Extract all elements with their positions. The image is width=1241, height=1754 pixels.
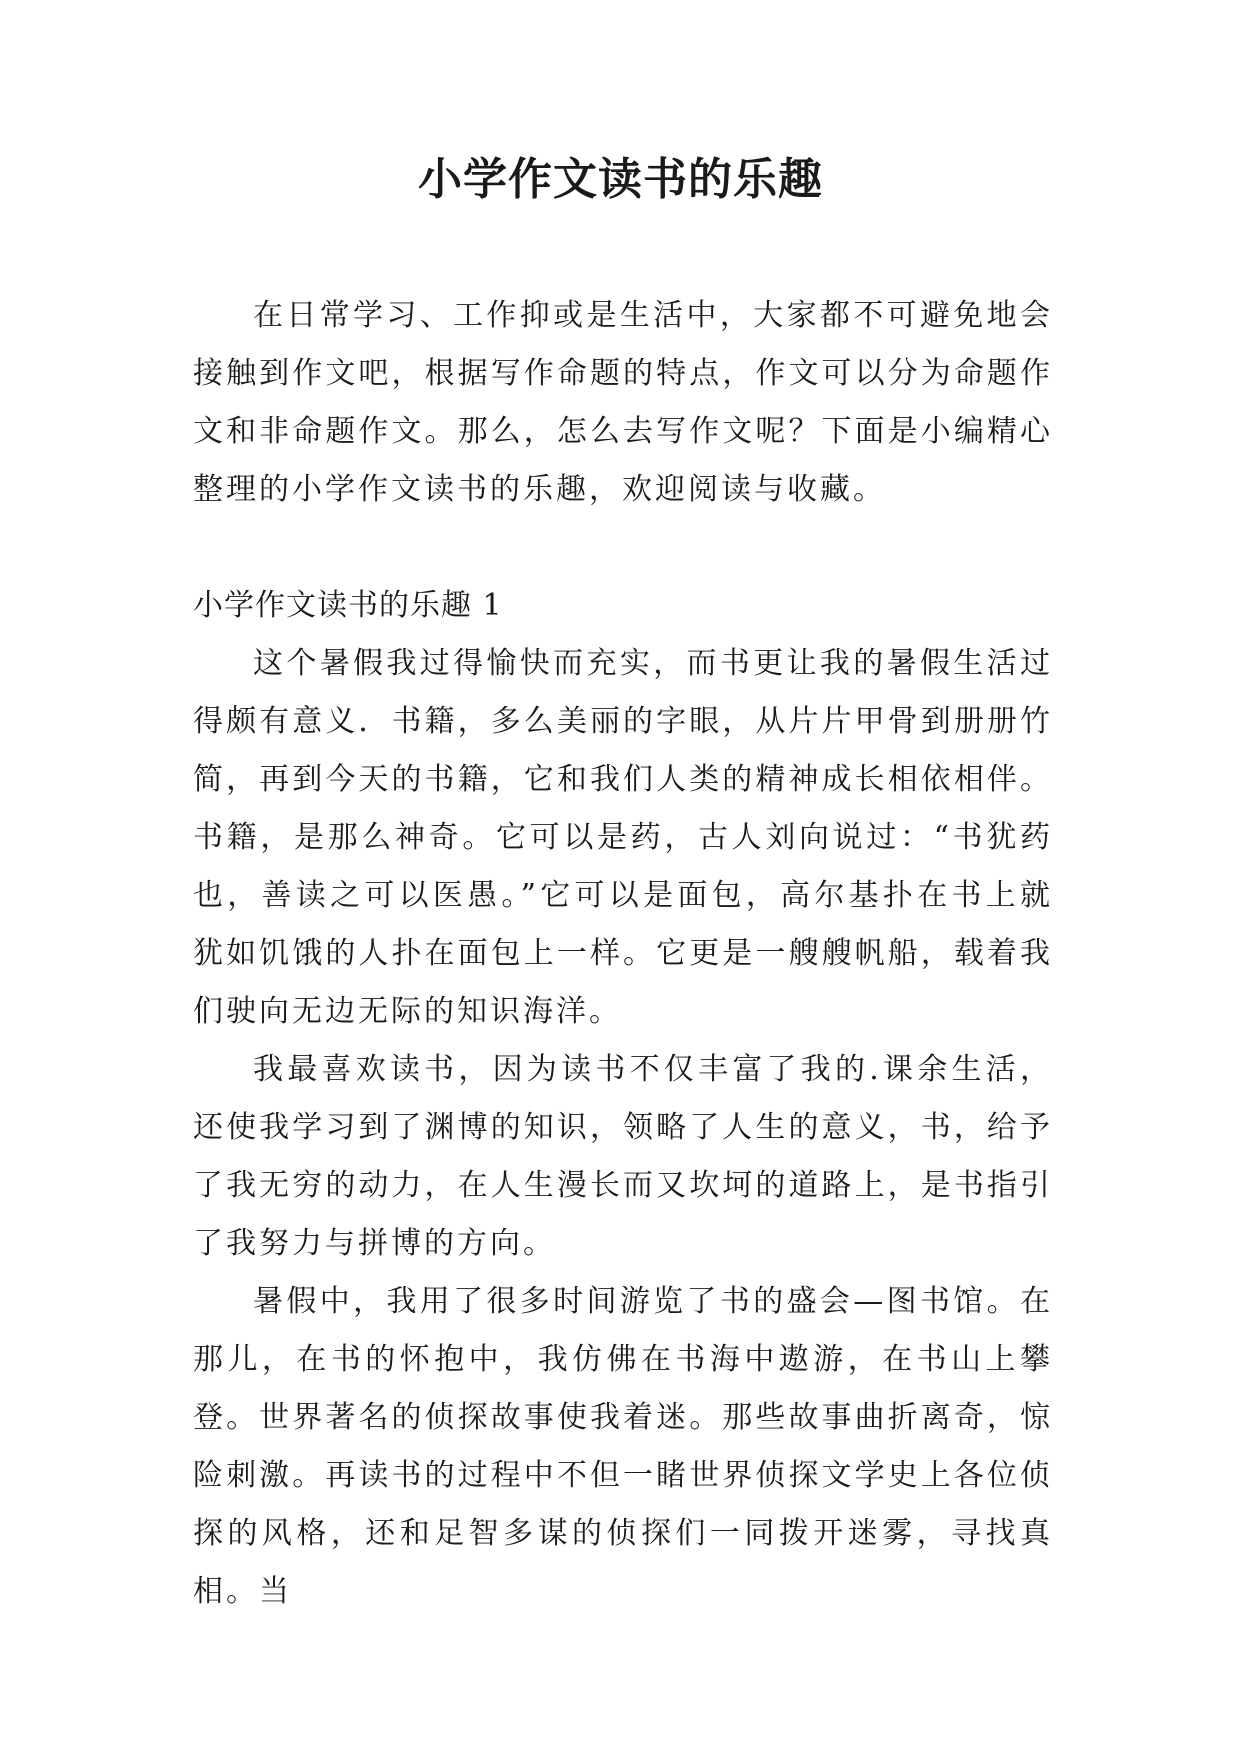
body-paragraph-1: 这个暑假我过得愉快而充实，而书更让我的暑假生活过得颇有意义．书籍，多么美丽的字眼，从片片甲骨到册册竹简，再到今天的书籍，它和我们人类的精神成长相依相伴。书籍，是那么神奇。它可以是药，古人刘向说过：“书犹药也，善读之可以医愚。”它可以是面包，高尔基扑在书上就犹如饥饿的人扑在面包上一样。它更是一艘艘帆船，载着我们驶向无边无际的知识海洋。 (193, 646, 1053, 1029)
document-body (193, 287, 1053, 1621)
body-paragraph-3: 暑假中，我用了很多时间游览了书的盛会—图书馆。在那儿，在书的怀抱中，我仿佛在书海中遨游，在书山上攀登。世界著名的侦探故事使我着迷。那些故事曲折离奇，惊险刺激。再读书的过程中不但一睹世界侦探文学史上各位侦探的风格，还和足智多谋的侦探们一同拨开迷雾，寻找真相。当 (193, 1284, 1053, 1609)
document-title: 小学作文读书的乐趣 (418, 154, 823, 205)
section-spacer (193, 519, 1053, 577)
body-paragraph-2: 我最喜欢读书，因为读书不仅丰富了我的.课余生活，还使我学习到了渊博的知识，领略了人生的意义，书，给予了我无穷的动力，在人生漫长而又坎坷的道路上，是书指引了我努力与拼博的方向。 (193, 1052, 1053, 1261)
section-heading: 小学作文读书的乐趣 1 (193, 588, 503, 623)
intro-paragraph: 在日常学习、工作抑或是生活中，大家都不可避免地会接触到作文吧，根据写作命题的特点，作文可以分为命题作文和非命题作文。那么，怎么去写作文呢？下面是小编精心整理的小学作文读书的乐趣，欢迎阅读与收藏。 (193, 298, 1053, 507)
